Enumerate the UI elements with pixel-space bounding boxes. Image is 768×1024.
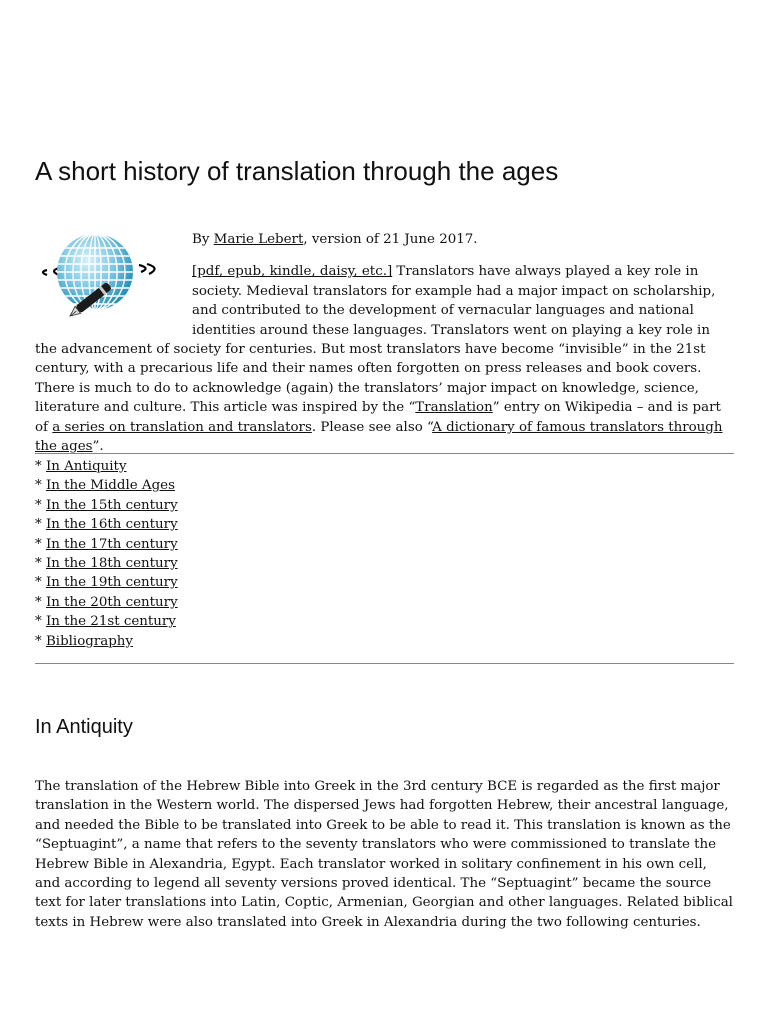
toc-link-bibliography[interactable]: Bibliography — [45, 633, 133, 649]
toc-link-18th-century[interactable]: In the 18th century — [45, 556, 178, 572]
page-title: A short history of translation through the ages — [35, 156, 559, 186]
abstract-text-1: Translators have always played a key role in society. Medieval translators for example had a major impact on scholarship, and contributed to the development of vernacular languages and national identities around these languages. Translators went on playing a key role in the advancement of society for centuries. But most translators have become “invisible” in the 21st century, with a precarious life and their names often forgotten on press releases and book covers. There is much to do to acknowledge (again) the translators’ major impact on knowledge, science, literature and culture. This article was inspired by the “ — [35, 264, 716, 416]
globe-with-pen-icon — [35, 230, 185, 322]
toc-bullet: * — [35, 575, 46, 591]
toc-item — [35, 554, 178, 573]
translation-wikipedia-link[interactable]: Translation — [415, 400, 493, 416]
toc-item — [35, 496, 178, 515]
toc-item — [35, 476, 178, 495]
toc-bullet: * — [35, 556, 46, 572]
toc-item — [35, 632, 178, 651]
toc-item — [35, 593, 178, 612]
toc-bullet: * — [35, 497, 46, 513]
toc-link-20th-century[interactable]: In the 20th century — [45, 594, 178, 610]
abstract-text-3: . Please see also “ — [311, 419, 433, 435]
toc-bullet: * — [35, 633, 46, 649]
toc-bullet: * — [35, 517, 46, 533]
toc-item — [35, 573, 178, 592]
toc-bullet: * — [35, 459, 46, 474]
toc-link-21st-century[interactable]: In the 21st century — [45, 614, 176, 630]
series-link[interactable]: a series on translation and translators — [52, 419, 312, 435]
divider — [35, 663, 734, 664]
toc-bullet: * — [35, 614, 46, 630]
section-body: The translation of the Hebrew Bible into Greek in the 3rd century BCE is regarded as the first major translation in the Western world. The dispersed Jews had forgotten Hebrew, their ancestral language, and needed the Bible to be translated into Greek to be able to read it. This translation is known as the “Septuagint”, a name that refers to the seventy translators who were commissioned to translate the Hebrew Bible in Alexandria, Egypt. Each translator worked in solitary confinement in his own cell, and according to legend all seventy versions proved identical. The “Septuagint” became the source text for later translations into Latin, Coptic, Armenian, Georgian and other languages. Related biblical texts in Hebrew were also translated into Greek in Alexandria during the two following centuries. — [35, 779, 733, 930]
toc-link-15th-century[interactable]: In the 15th century — [45, 497, 178, 513]
toc-link-16th-century[interactable]: In the 16th century — [45, 517, 178, 533]
intro — [35, 230, 734, 456]
toc-link-17th-century[interactable]: In the 17th century — [45, 536, 178, 552]
toc-item — [35, 612, 178, 631]
formats-link[interactable]: [pdf, epub, kindle, daisy, etc.] — [192, 264, 393, 280]
toc-item — [35, 535, 178, 554]
toc-bullet: * — [35, 536, 46, 552]
toc-bullet: * — [35, 478, 46, 494]
dictionary-link[interactable]: A dictionary of famous translators through the ages — [35, 419, 723, 455]
byline-suffix: , version of 21 June 2017. — [303, 232, 478, 247]
toc-item — [35, 457, 178, 476]
byline-prefix: By — [192, 232, 214, 247]
abstract-text-2: ” entry on Wikipedia – and is part of — [35, 400, 721, 435]
toc-item — [35, 515, 178, 534]
abstract-text-4: ”. — [92, 439, 104, 455]
table-of-contents — [35, 457, 178, 651]
author-link[interactable]: Marie Lebert — [213, 232, 304, 247]
toc-link-antiquity[interactable]: In Antiquity — [45, 459, 127, 474]
divider — [35, 453, 734, 454]
section-heading: In Antiquity — [35, 716, 133, 738]
toc-link-19th-century[interactable]: In the 19th century — [45, 575, 178, 591]
toc-link-middle-ages[interactable]: In the Middle Ages — [45, 478, 175, 494]
toc-bullet: * — [35, 594, 46, 610]
